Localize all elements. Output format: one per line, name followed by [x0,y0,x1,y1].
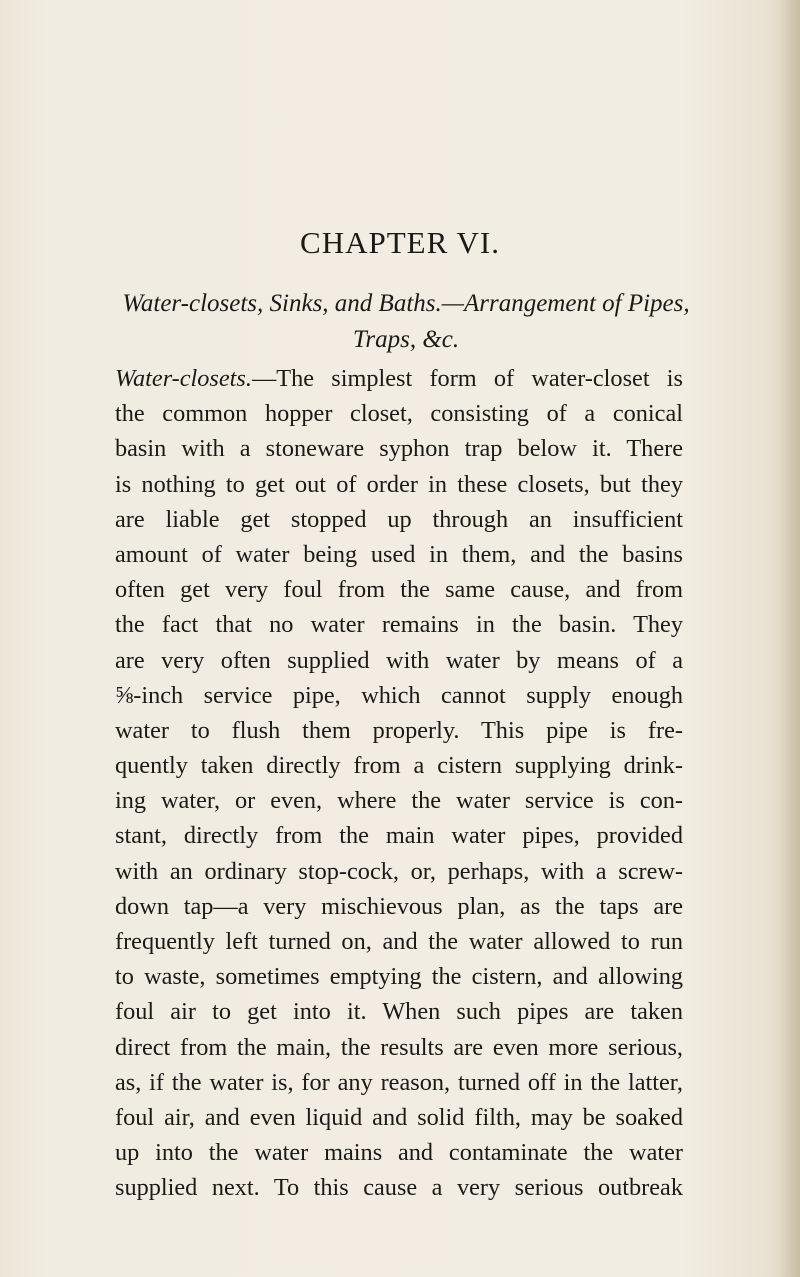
text-line: amount of water being used in them, and the basins [115,540,683,568]
text-line: basin with a stoneware syphon trap below it. There [115,435,683,463]
text-line: supplied next. To this cause a very serious outbreak [115,1174,683,1202]
text-line: frequently left turned on, and the water allowed to run [115,928,683,955]
text-line [115,361,683,396]
chapter-heading: CHAPTER VI. [300,225,500,260]
text-line: is nothing to get out of order in these closets, but they [115,470,683,498]
text-line-content: —The simplest form of water-closet is [251,365,683,392]
subtitle-line-2: Traps, &c. [352,326,460,353]
text-line: the common hopper closet, consisting of a conical [115,400,683,428]
text-line: to waste, sometimes emptying the cistern, and allowing [115,963,683,991]
text-line: often get very foul from the same cause, and from [115,576,683,604]
text-line: the fact that no water remains in the basin. They [115,611,683,639]
text-line: direct from the main, the results are even more serious, [115,1033,683,1061]
text-line: up into the water mains and contaminate the water [115,1139,683,1167]
text-line: with an ordinary stop-cock, or, perhaps, with a screw- [115,857,683,885]
subtitle-line-1: Water-closets, Sinks, and Baths.—Arrangement of Pipes, [122,290,690,317]
text-line: as, if the water is, for any reason, turned off in the latter, [115,1068,683,1096]
text-line: water to flush them properly. This pipe is fre- [115,716,683,744]
page-edge-shadow [778,0,800,1277]
text-line: ⅝-inch service pipe, which cannot supply enough [115,681,683,709]
text-line: ing water, or even, where the water service is con- [115,787,683,815]
text-line: stant, directly from the main water pipes, provided [115,822,683,850]
body-paragraph [115,361,683,1206]
text-line: are very often supplied with water by means of a [115,646,683,674]
run-in-heading: Water-closets. [115,365,252,392]
chapter-subtitle [116,286,696,358]
text-line: quently taken directly from a cistern supplying drink- [115,752,683,780]
text-line: foul air to get into it. When such pipes are taken [115,998,683,1026]
text-line: are liable get stopped up through an insufficient [115,505,683,533]
text-line: foul air, and even liquid and solid filth, may be soaked [115,1103,683,1131]
text-line: down tap—a very mischievous plan, as the taps are [115,892,683,920]
